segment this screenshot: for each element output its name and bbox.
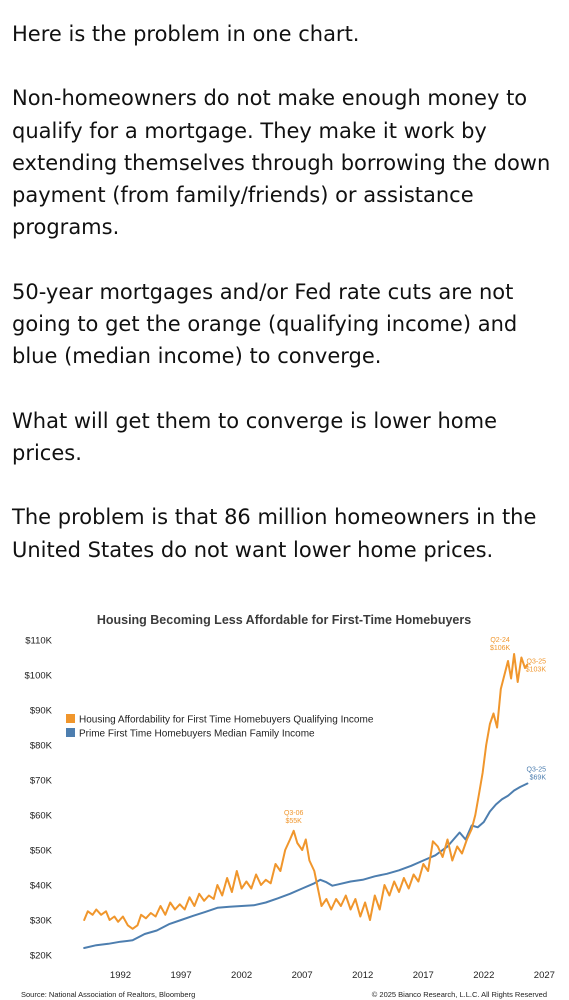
post-paragraph: 50-year mortgages and/or Fed rate cuts are not going to get the orange (qualifying income) and blue (median income) to converge. (12, 279, 518, 369)
post-text (12, 18, 560, 566)
y-tick-label: $70K (29, 775, 52, 787)
legend-label-median: Prime First Time Homebuyers Median Family Income (79, 728, 315, 740)
y-tick-label: $100K (24, 670, 52, 682)
x-tick-label: 1997 (170, 970, 192, 981)
x-tick-label: 2017 (412, 970, 434, 981)
x-tick-label: 2022 (473, 970, 495, 981)
post-paragraph: Non-homeowners do not make enough money to qualify for a mortgage. They make it work by extending themselves through borrowing the down payment (from family/friends) or assistance programs. (12, 86, 551, 240)
annotation-value: $69K (529, 774, 546, 782)
annotation-period: Q3-06 (283, 809, 304, 817)
legend-swatch-median (66, 728, 75, 737)
annotation-period: Q2-24 (490, 637, 510, 644)
chart-source: Source: National Association of Realtors, Bloomberg (21, 990, 196, 999)
y-tick-label: $80K (29, 740, 52, 752)
legend-swatch-qualifying (66, 714, 75, 723)
annotation-period: Q3-25 (526, 766, 546, 774)
y-tick-label: $30K (29, 915, 52, 927)
legend-label-qualifying: Housing Affordability for First Time Homebuyers Qualifying Income (79, 714, 374, 726)
y-tick-label: $110K (25, 635, 52, 647)
x-tick-label: 2027 (533, 970, 555, 981)
y-tick-label: $20K (29, 950, 52, 962)
y-tick-label: $90K (29, 705, 52, 717)
y-tick-label: $40K (29, 880, 52, 892)
chart-svg (0, 606, 569, 1000)
chart-copyright: © 2025 Bianco Research, L.L.C. All Rights Reserved (371, 990, 547, 999)
post-paragraph: The problem is that 86 million homeowners in the United States do not want lower home prices. (12, 505, 537, 562)
annotation-period: Q3-25 (526, 658, 546, 666)
y-tick-label: $60K (29, 810, 52, 822)
x-tick-label: 2007 (291, 970, 313, 981)
annotation-value: $106K (489, 645, 511, 652)
post-paragraph: Here is the problem in one chart. (12, 22, 360, 46)
x-tick-label: 1992 (109, 970, 132, 981)
chart-background (0, 606, 569, 1000)
y-tick-label: $50K (29, 845, 52, 857)
x-tick-label: 2012 (352, 970, 374, 981)
chart-title: Housing Becoming Less Affordable for First-Time Homebuyers (96, 613, 472, 627)
x-tick-label: 2002 (231, 970, 253, 981)
annotation-value: $103K (525, 666, 546, 674)
annotation-value: $55K (285, 817, 302, 825)
chart-image[interactable] (0, 606, 569, 1000)
post-paragraph: What will get them to converge is lower home prices. (12, 408, 498, 465)
